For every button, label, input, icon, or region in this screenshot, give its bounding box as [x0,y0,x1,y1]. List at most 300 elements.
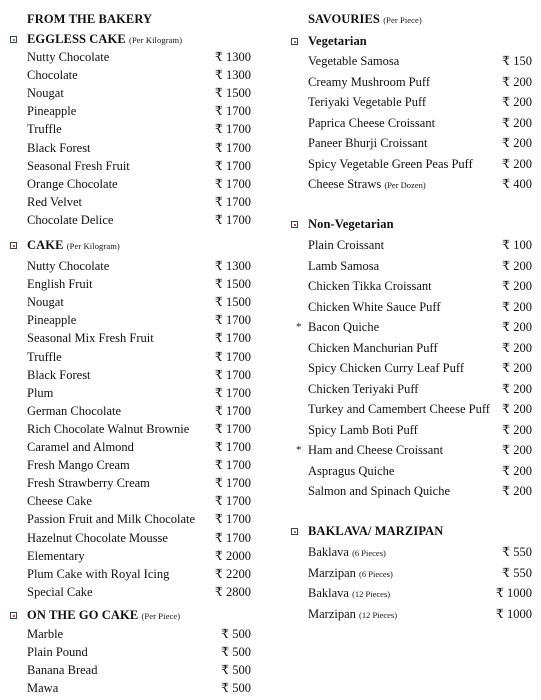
menu-item [291,319,536,335]
section-title: ON THE GO CAKE [27,608,139,622]
rupee-icon: ₹ [502,340,511,355]
section-heading [291,34,367,49]
item-price [221,626,251,642]
menu-item [10,67,255,83]
menu-item [291,340,536,356]
item-name [308,360,464,376]
item-name [27,511,195,527]
item-price [215,330,251,346]
item-name-text: Plain Pound [27,645,88,660]
rupee-icon: ₹ [502,115,511,130]
menu-item [291,299,536,315]
menu-item [10,140,255,156]
menu-item [10,511,255,527]
item-price [215,493,251,509]
menu-item [291,156,536,172]
item-name [27,349,62,365]
item-price-value: 200 [513,115,532,130]
item-price [502,544,532,560]
rupee-icon: ₹ [214,158,223,173]
item-name-text: Spicy Lamb Boti Puff [308,422,418,437]
item-name-text: Truffle [27,122,62,137]
item-name [308,74,430,90]
item-price [502,156,532,172]
item-name [27,644,88,660]
item-name-text: Creamy Mushroom Puff [308,74,430,89]
item-name-text: Cheese Cake [27,494,92,509]
item-price-value: 1300 [226,68,251,83]
rupee-icon: ₹ [495,586,504,600]
item-name [308,483,450,499]
item-price [215,312,251,328]
rupee-icon: ₹ [502,238,511,252]
menu-item [291,401,536,417]
item-price [215,566,251,582]
rupee-icon: ₹ [502,484,511,498]
item-name-text: Fresh Strawberry Cream [27,476,150,491]
item-name [308,340,438,356]
rupee-icon: ₹ [214,122,223,137]
item-name-text: Black Forest [27,140,91,155]
item-name-text: Plum [27,385,54,400]
item-price-value: 200 [513,299,532,314]
section-title: BAKLAVA/ MARZIPAN [308,524,444,538]
item-unit: (6 Pieces) [359,568,393,579]
rupee-icon: ₹ [502,74,511,89]
item-price [215,584,251,600]
item-name-text: Chicken White Sauce Puff [308,299,441,314]
rupee-icon: ₹ [502,258,511,273]
item-price [215,457,251,473]
item-name [308,115,435,131]
menu-item [10,644,255,660]
menu-item [10,121,255,137]
section-title: Vegetarian [308,34,367,48]
item-price [502,422,532,438]
item-price [215,421,251,437]
section-heading [10,608,180,623]
item-name-text: English Fruit [27,277,93,292]
item-price [215,475,251,491]
menu-item [10,421,255,437]
rupee-icon: ₹ [214,194,223,209]
item-price [215,349,251,365]
item-price [215,85,251,101]
item-price [215,258,251,274]
rupee-icon: ₹ [214,566,223,581]
item-name [308,606,397,623]
rupee-icon: ₹ [214,584,223,599]
item-name [27,276,93,292]
item-name [27,385,53,401]
rupee-icon: ₹ [214,104,223,119]
rupee-icon: ₹ [214,331,223,346]
item-name [308,585,390,602]
item-price-value: 1700 [226,104,251,119]
item-price-value: 1700 [226,385,251,400]
rupee-icon: ₹ [214,403,223,418]
item-price-value: 200 [513,443,532,457]
menu-item [10,49,255,65]
menu-item [10,103,255,119]
item-price [221,680,251,696]
item-name [27,367,91,383]
item-price-value: 200 [513,258,532,273]
menu-item [10,276,255,292]
item-price [215,121,251,137]
menu-item [10,548,255,564]
item-name [27,584,93,600]
item-price [502,565,532,581]
rupee-icon: ₹ [502,565,511,580]
item-name [308,176,426,193]
item-unit: (Per Dozen) [384,180,426,190]
item-price-value: 1700 [226,176,251,191]
rupee-icon: ₹ [502,279,511,293]
item-price [215,158,251,174]
item-name-text: Baklava [308,545,349,559]
menu-item [291,544,536,560]
item-price-value: 1700 [226,194,251,209]
item-price-value: 1700 [226,331,251,346]
item-name [308,94,426,110]
item-name-text: Marble [27,627,64,641]
rupee-icon: ₹ [502,320,511,334]
menu-item [10,493,255,509]
item-name [308,565,393,582]
menu-item [10,330,255,346]
item-price-value: 1700 [226,349,251,364]
item-price [502,401,532,417]
rupee-icon: ₹ [214,212,223,227]
item-price-value: 500 [232,645,251,660]
item-name [27,475,150,491]
item-name [27,103,76,119]
menu-item [291,278,536,294]
item-price [215,385,251,401]
item-price-value: 200 [513,279,532,293]
item-unit: (6 Pieces) [352,548,386,558]
item-price-value: 200 [513,136,532,150]
rupee-icon: ₹ [214,176,223,191]
item-price-value: 150 [513,54,532,68]
veg-marker-icon [291,528,298,535]
item-name [27,140,91,156]
rupee-icon: ₹ [502,545,511,559]
menu-item [10,403,255,419]
item-name [27,421,189,437]
item-price [215,276,251,292]
menu-item [291,258,536,274]
item-name-text: Cheese Straws [308,177,382,191]
item-name [27,85,64,101]
item-price-value: 200 [513,74,532,89]
menu-item [10,349,255,365]
item-name [308,156,473,172]
item-price-value: 500 [232,627,251,641]
item-name [308,401,490,417]
item-name [308,237,384,253]
rupee-icon: ₹ [502,443,511,457]
item-price [215,103,251,119]
menu-item [10,212,255,228]
item-name [27,439,134,455]
item-name [27,493,92,509]
item-name-text: Red Velvet [27,194,82,209]
item-name-text: Nougat [27,86,64,101]
item-name-text: Nutty Chocolate [27,50,110,64]
item-price-value: 200 [513,320,532,334]
item-price [502,442,532,458]
rupee-icon: ₹ [221,663,230,678]
section-heading [10,238,120,253]
section-unit: (Per Kilogram) [129,35,183,45]
item-price [215,176,251,192]
menu-item [10,530,255,546]
rupee-icon: ₹ [214,530,223,545]
item-price [221,644,251,660]
menu-item [10,194,255,210]
item-price [502,340,532,356]
rupee-icon: ₹ [502,422,511,437]
item-price-value: 1300 [226,259,251,273]
item-price-value: 1700 [226,403,251,418]
rupee-icon: ₹ [502,463,511,478]
item-price-value: 1700 [226,494,251,509]
item-name [308,442,443,458]
menu-item [291,94,536,110]
item-price [502,135,532,151]
item-name-text: German Chocolate [27,403,122,418]
menu-item [291,135,536,151]
menu-item [291,115,536,131]
item-name [27,121,62,137]
section-title: EGGLESS CAKE [27,32,126,46]
item-name-text: Caramel and Almond [27,440,134,454]
item-price-value: 1700 [226,212,251,227]
item-name [27,680,58,696]
item-price-value: 100 [513,238,532,252]
item-name [27,403,121,419]
item-name-text: Spicy Chicken Curry Leaf Puff [308,361,464,375]
section-title: SAVOURIES [308,12,380,26]
section-title: Non-Vegetarian [308,217,394,231]
item-name-text: Plum Cake with Royal Icing [27,566,170,581]
item-price-value: 1700 [226,367,251,382]
item-price-value: 1700 [226,158,251,173]
item-price-value: 200 [513,463,532,478]
section-heading [10,32,182,47]
item-price [496,606,532,622]
rupee-icon: ₹ [502,54,511,68]
rupee-icon: ₹ [502,156,511,171]
item-name [308,422,418,438]
item-name-text: Chicken Teriyaki Puff [308,381,419,396]
menu-item [291,53,536,69]
item-price-value: 1000 [507,606,532,621]
rupee-icon: ₹ [502,361,511,375]
item-price [502,237,532,253]
item-price-value: 200 [513,484,532,498]
item-price [215,67,251,83]
item-price [215,403,251,419]
item-name [308,544,386,561]
menu-item [291,442,536,458]
menu-item [10,312,255,328]
menu-item [10,662,255,678]
item-name-text: Bacon Quiche [308,320,380,334]
item-name-text: Teriyaki Vegetable Puff [308,95,427,109]
menu-item [10,85,255,101]
rupee-icon: ₹ [214,259,223,273]
item-name-text: Baklava [308,586,349,600]
rupee-icon: ₹ [214,458,223,473]
item-price-value: 1500 [226,295,251,310]
item-name-text: Special Cake [27,584,93,599]
item-unit: (12 Pieces) [352,589,391,599]
item-price [496,585,532,601]
rupee-icon: ₹ [502,381,511,396]
menu-item [10,680,255,696]
item-name-text: Plain Croissant [308,238,385,252]
item-price [221,662,251,678]
item-price-value: 550 [513,545,532,559]
item-price [215,194,251,210]
asterisk-icon: * [296,321,302,333]
item-name-text: Passion Fruit and Milk Chocolate [27,512,196,527]
menu-item [10,367,255,383]
rupee-icon: ₹ [221,645,230,660]
item-name [308,463,394,479]
item-name-text: Elementary [27,548,85,563]
rupee-icon: ₹ [214,385,223,400]
item-price-value: 1700 [226,476,251,491]
item-price-value: 1700 [226,530,251,545]
item-name-text: Chicken Manchurian Puff [308,340,438,355]
section-unit: (Per Kilogram) [66,241,120,251]
item-name [27,530,168,546]
item-name-text: Banana Bread [27,663,98,678]
menu-item [291,381,536,397]
item-name-text: Marzipan [308,565,356,580]
item-name-text: Truffle [27,349,62,364]
item-name-text: Mawa [27,681,59,696]
item-name-text: Rich Chocolate Walnut Brownie [27,421,190,436]
menu-item [291,585,536,601]
rupee-icon: ₹ [214,421,223,436]
item-price-value: 1700 [226,140,251,155]
item-price-value: 1700 [226,421,251,436]
rupee-icon: ₹ [214,512,223,527]
rupee-icon: ₹ [502,136,511,150]
rupee-icon: ₹ [214,494,223,509]
item-price-value: 2000 [226,548,251,563]
item-price-value: 400 [513,177,532,191]
item-name-text: Fresh Mango Cream [27,458,130,473]
rupee-icon: ₹ [214,440,223,454]
item-name-text: Paneer Bhurji Croissant [308,136,428,150]
item-price-value: 200 [513,381,532,396]
item-name-text: Pineapple [27,104,77,119]
section-heading [291,524,443,539]
menu-item [10,439,255,455]
item-name-text: Chocolate [27,68,78,83]
menu-item [10,475,255,491]
item-price-value: 200 [513,422,532,437]
section-heading [291,217,394,232]
rupee-icon: ₹ [214,367,223,382]
item-price [502,319,532,335]
item-price [215,140,251,156]
item-name-text: Ham and Cheese Croissant [308,443,444,457]
item-price [215,212,251,228]
item-name-text: Seasonal Fresh Fruit [27,158,130,173]
item-price [502,299,532,315]
item-price [502,115,532,131]
rupee-icon: ₹ [221,627,230,641]
menu-item [291,565,536,581]
nonveg-marker-icon [10,242,17,249]
item-name-text: Marzipan [308,606,356,621]
section-heading [291,12,422,27]
menu-item [10,176,255,192]
item-price [215,294,251,310]
rupee-icon: ₹ [495,606,504,621]
rupee-icon: ₹ [502,95,511,109]
item-name-text: Lamb Samosa [308,258,380,273]
item-name [27,49,109,65]
menu-item [291,74,536,90]
item-price [502,94,532,110]
rupee-icon: ₹ [221,681,230,696]
item-price-value: 1700 [226,512,251,527]
item-price [502,483,532,499]
menu-item [291,237,536,253]
item-price-value: 1500 [226,86,251,101]
menu-item [291,606,536,622]
item-price-value: 1700 [226,440,251,454]
item-name [27,194,82,210]
menu-item [10,626,255,642]
item-price-value: 500 [232,663,251,678]
item-name [27,626,63,642]
item-name [27,176,118,192]
item-price [502,53,532,69]
rupee-icon: ₹ [214,68,223,83]
item-price [215,367,251,383]
section-unit: (Per Piece) [141,611,181,621]
veg-marker-icon [291,38,298,45]
item-price-value: 1300 [226,50,251,64]
item-price-value: 1700 [226,313,251,328]
item-price [215,511,251,527]
item-name [308,135,427,151]
item-price [215,530,251,546]
asterisk-icon: * [296,444,302,456]
item-name-text: Hazelnut Chocolate Mousse [27,530,168,545]
rupee-icon: ₹ [214,50,223,64]
item-name [308,319,379,335]
menu-item [10,457,255,473]
item-price [502,463,532,479]
item-price-value: 1700 [226,122,251,137]
item-price-value: 200 [513,402,532,416]
item-price-value: 2200 [226,566,251,581]
item-price-value: 200 [513,156,532,171]
item-name-text: Orange Chocolate [27,176,118,191]
rupee-icon: ₹ [214,476,223,491]
nonveg-marker-icon [10,612,17,619]
